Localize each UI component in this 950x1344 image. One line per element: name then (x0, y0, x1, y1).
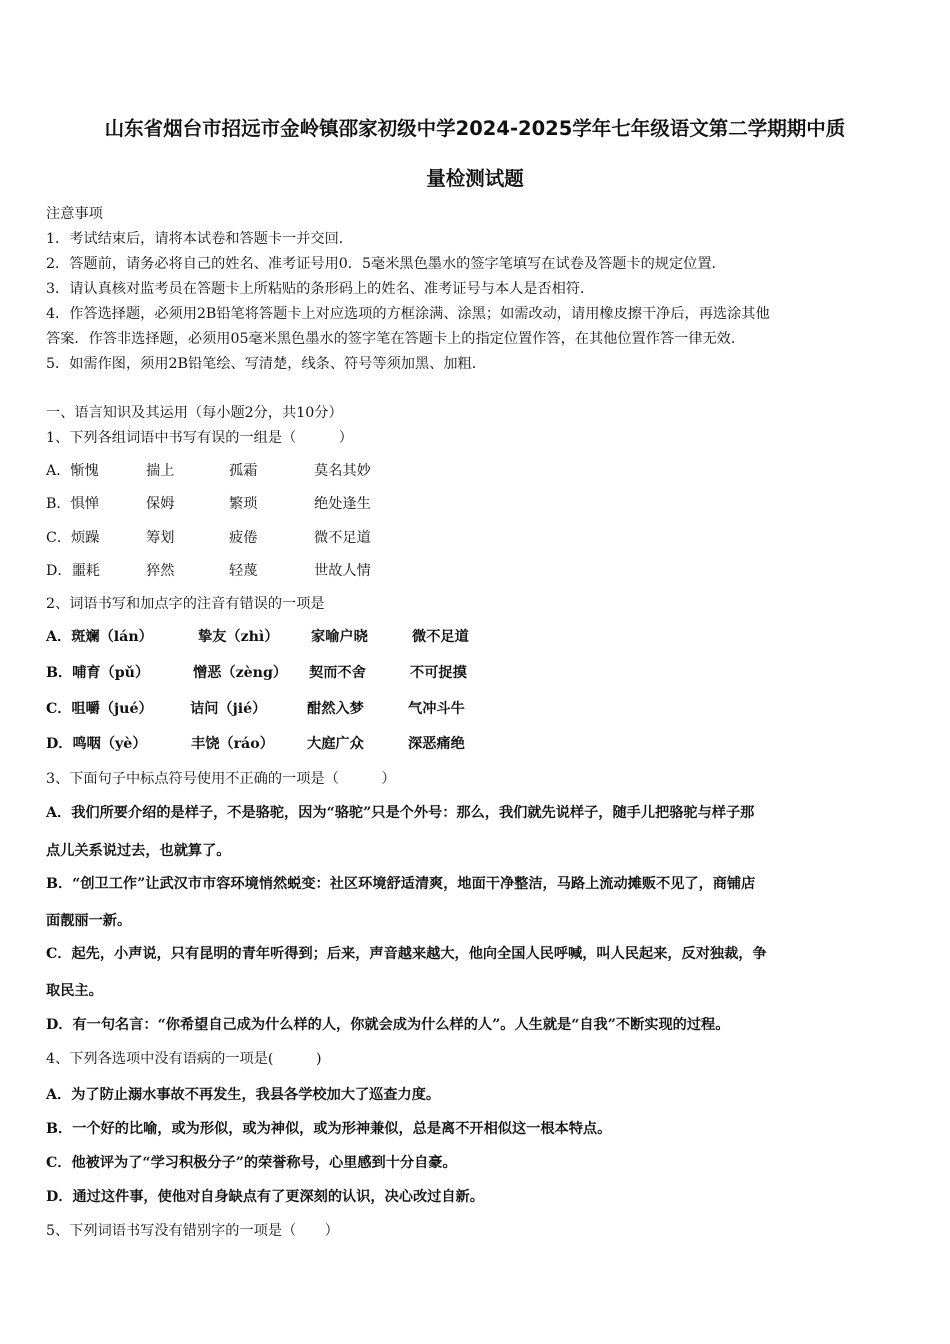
question-4-option-line: A．为了防止溺水事故不再发生，我县各学校加大了巡查力度。 (46, 1087, 441, 1103)
question-5-stem: 5、下列词语书写没有错别字的一项是（ ） (46, 1223, 339, 1239)
question-3-option-line: C．起先，小声说，只有昆明的青年听得到；后来，声音越来越大，他向全国人民呼喊，叫人民起来，反对独裁，争 (46, 946, 767, 962)
notice-item: 2．答题前，请务必将自己的姓名、准考证号用0．5毫米黑色墨水的签字笔填写在试卷及答题卡的规定位置． (46, 256, 726, 272)
question-3-option-line: 点儿关系说过去，也就算了。 (46, 843, 231, 859)
question-2-stem: 2、词语书写和加点字的注音有错误的一项是 (46, 596, 325, 612)
notice-item: 1．考试结束后，请将本试卷和答题卡一并交回． (46, 231, 353, 247)
question-1-stem: 1、下列各组词语中书写有误的一组是（ ） (46, 430, 353, 446)
option-word: 猝然 (146, 563, 175, 579)
option-word: B．惧惮 (46, 496, 99, 512)
option-word: D．鸣咽（yè） (46, 736, 147, 752)
option-word: 世故人情 (314, 563, 371, 579)
option-word: D．噩耗 (46, 563, 100, 579)
option-word: 保姆 (146, 496, 175, 512)
question-3-option-line: 面靓丽一新。 (46, 913, 132, 929)
option-word: 繁琐 (229, 496, 258, 512)
option-word: C．咀嚼（jué） (46, 701, 153, 717)
option-word: B．哺育（pǔ） (46, 665, 150, 681)
question-4-option-line: B．一个好的比喻，或为形似，或为神似，或为形神兼似，总是离不开相似这一根本特点。 (46, 1121, 612, 1137)
option-word: 契而不舍 (309, 665, 366, 681)
option-word: 丰饶（ráo） (191, 736, 274, 752)
option-word: A．惭愧 (46, 463, 99, 479)
option-word: 憎恶（zèng） (193, 665, 288, 681)
notice-item: 5．如需作图，须用2B铅笔绘、写清楚，线条、符号等须加黑、加粗． (46, 356, 486, 372)
option-word: 诘问（jié） (190, 701, 267, 717)
exam-title-line-2: 量检测试题 (426, 167, 524, 190)
option-word: 筹划 (146, 530, 175, 546)
option-word: 酣然入梦 (307, 701, 364, 717)
option-word: 不可捉摸 (410, 665, 467, 681)
option-word: 揣上 (146, 463, 175, 479)
notice-item: 答案．作答非选择题，必须用05毫米黑色墨水的签字笔在答题卡上的指定位置作答，在其他位置作答一律无效． (46, 331, 746, 347)
option-word: 轻蔑 (229, 563, 258, 579)
option-word: 莫名其妙 (314, 463, 371, 479)
option-word: 疲倦 (229, 530, 258, 546)
option-word: 家喻户晓 (311, 629, 368, 645)
option-word: A．斑斓（lán） (46, 629, 153, 645)
option-word: C．烦躁 (46, 530, 100, 546)
notice-item: 3．请认真核对监考员在答题卡上所粘贴的条形码上的姓名、准考证号与本人是否相符． (46, 281, 595, 297)
question-4-option-line: C．他被评为了“学习积极分子”的荣誉称号，心里感到十分自豪。 (46, 1155, 457, 1171)
question-4-stem: 4、下列各选项中没有语病的一项是( ) (46, 1051, 322, 1067)
option-word: 气冲斗牛 (408, 701, 465, 717)
notice-item: 4．作答选择题，必须用2B铅笔将答题卡上对应选项的方框涂满、涂黑；如需改动，请用橡皮擦干净后，再选涂其他 (46, 306, 770, 322)
option-word: 深恶痛绝 (408, 736, 465, 752)
option-word: 绝处逢生 (314, 496, 371, 512)
notice-heading: 注意事项 (46, 206, 103, 222)
exam-title-line-1: 山东省烟台市招远市金岭镇邵家初级中学2024-2025学年七年级语文第二学期期中质 (104, 117, 846, 140)
option-word: 大庭广众 (307, 736, 364, 752)
question-4-option-line: D．通过这件事，使他对自身缺点有了更深刻的认识，决心改过自新。 (46, 1189, 484, 1205)
section-heading: 一、语言知识及其运用（每小题2分，共10分） (46, 405, 343, 421)
question-3-option-line: B．“创卫工作”让武汉市市容环境悄然蜕变：社区环境舒适清爽，地面干净整洁，马路上流动摊贩不见了，商铺店 (46, 876, 756, 892)
option-word: 挚友（zhì） (198, 629, 279, 645)
question-3-option-line: 取民主。 (46, 983, 103, 999)
option-word: 微不足道 (314, 530, 371, 546)
option-word: 微不足道 (412, 629, 469, 645)
question-3-stem: 3、下面句子中标点符号使用不正确的一项是（ ） (46, 771, 396, 787)
question-3-option-line: D．有一句名言：“你希望自己成为什么样的人，你就会成为什么样的人”。人生就是“自我”不断实现的过程。 (46, 1017, 730, 1033)
option-word: 孤霜 (229, 463, 258, 479)
question-3-option-line: A．我们所要介绍的是样子，不是骆驼，因为“骆驼”只是个外号：那么，我们就先说样子，随手儿把骆驼与样子那 (46, 805, 755, 821)
